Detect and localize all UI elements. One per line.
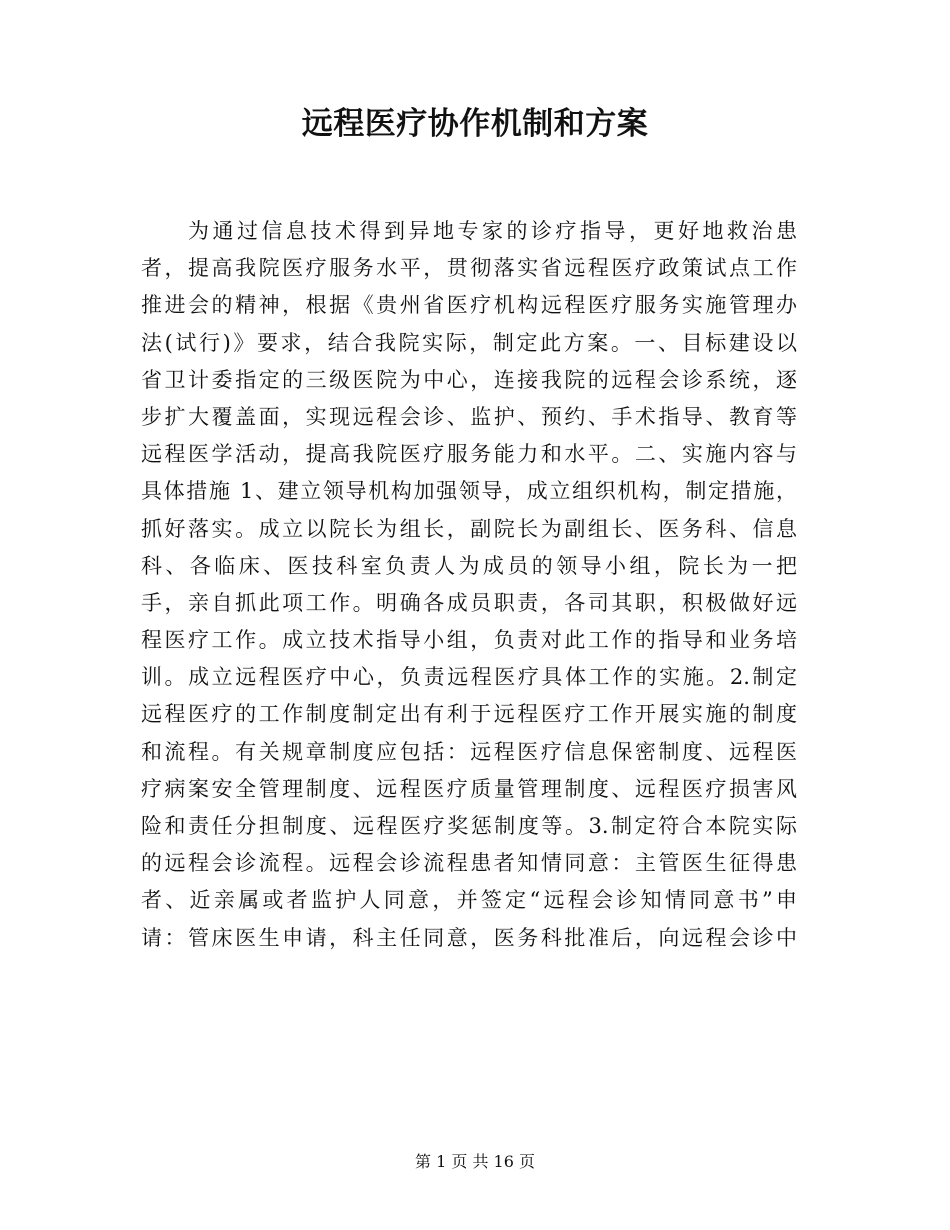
page-number-footer: 第 1 页 共 16 页 <box>415 1152 535 1171</box>
body-line: 省卫计委指定的三级医院为中心，连接我院的远程会诊系统，逐 <box>141 367 797 392</box>
body-line: 法(试行)》要求，结合我院实际，制定此方案。一、目标建设以 <box>141 330 797 355</box>
body-line: 具体措施 1、建立领导机构加强领导，成立组织机构，制定措施， <box>141 479 797 504</box>
document-body <box>141 213 797 957</box>
body-line: 科、各临床、医技科室负责人为成员的领导小组，院长为一把 <box>141 553 797 578</box>
body-line: 步扩大覆盖面，实现远程会诊、监护、预约、手术指导、教育等 <box>141 404 797 429</box>
body-line: 远程医疗的工作制度制定出有利于远程医疗工作开展实施的制度 <box>141 702 797 727</box>
body-line: 推进会的精神，根据《贵州省医疗机构远程医疗服务实施管理办 <box>141 293 797 318</box>
body-line: 训。成立远程医疗中心，负责远程医疗具体工作的实施。2.制定 <box>141 665 797 690</box>
document-title: 远程医疗协作机制和方案 <box>301 106 649 142</box>
body-line: 请：管床医生申请，科主任同意，医务科批准后，向远程会诊中 <box>141 925 797 950</box>
body-line: 和流程。有关规章制度应包括：远程医疗信息保密制度、远程医 <box>141 739 797 764</box>
body-line: 的远程会诊流程。远程会诊流程患者知情同意：主管医生征得患 <box>141 851 797 876</box>
body-line: 疗病案安全管理制度、远程医疗质量管理制度、远程医疗损害风 <box>141 776 797 801</box>
body-line: 抓好落实。成立以院长为组长，副院长为副组长、医务科、信息 <box>141 516 797 541</box>
body-line: 程医疗工作。成立技术指导小组，负责对此工作的指导和业务培 <box>141 628 797 653</box>
body-line: 者、近亲属或者监护人同意，并签定“远程会诊知情同意书”申 <box>141 888 797 913</box>
body-line: 者，提高我院医疗服务水平，贯彻落实省远程医疗政策试点工作 <box>141 256 797 281</box>
body-line: 手，亲自抓此项工作。明确各成员职责，各司其职，积极做好远 <box>141 590 797 615</box>
body-line: 险和责任分担制度、远程医疗奖惩制度等。3.制定符合本院实际 <box>141 814 797 838</box>
body-line: 远程医学活动，提高我院医疗服务能力和水平。二、实施内容与 <box>141 442 797 467</box>
body-line: 为通过信息技术得到异地专家的诊疗指导，更好地救治患 <box>188 219 797 243</box>
